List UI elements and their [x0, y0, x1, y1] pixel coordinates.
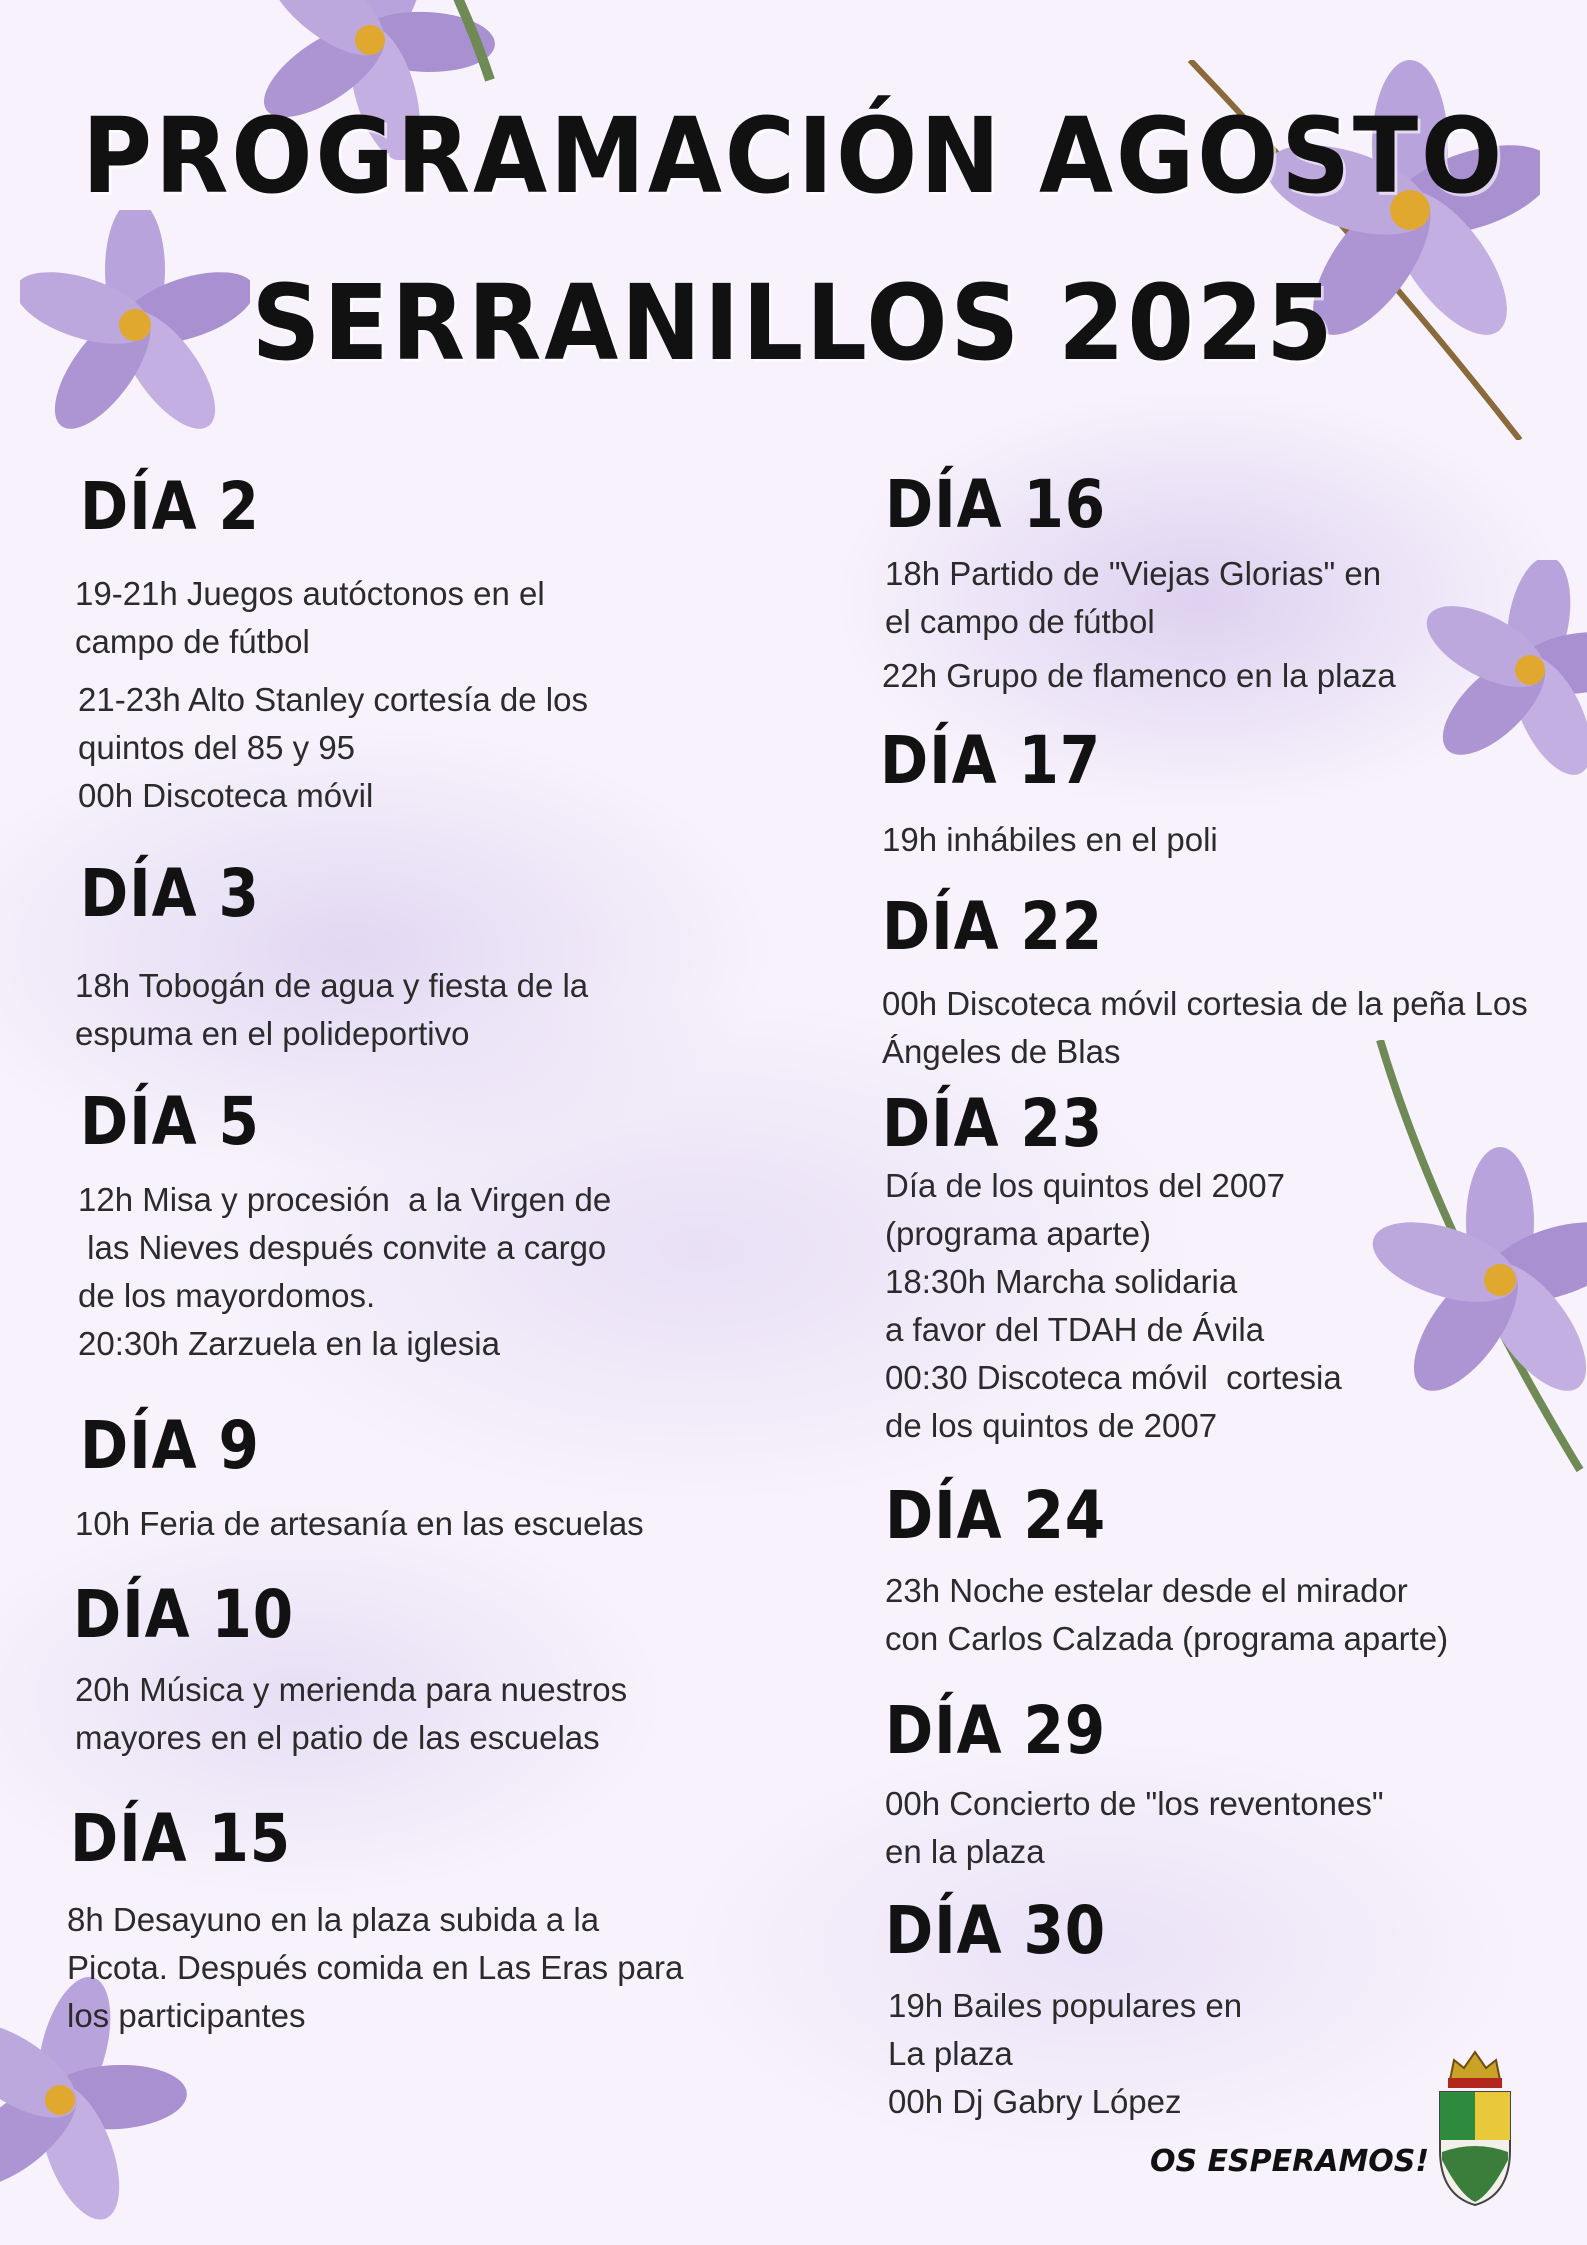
day-heading: DÍA 23: [882, 1085, 1104, 1162]
event-text: 21-23h Alto Stanley cortesía de los quintos del 85 y 95 00h Discoteca móvil: [78, 681, 588, 814]
event-text: 22h Grupo de flamenco en la plaza: [882, 657, 1396, 694]
event-text: 8h Desayuno en la plaza subida a la Picota. Después comida en Las Eras para los participantes: [67, 1901, 684, 2034]
day-heading: DÍA 5: [80, 1083, 260, 1160]
event-text: 19-21h Juegos autóctonos en el campo de fútbol: [75, 575, 545, 660]
event-text: 20h Música y merienda para nuestros mayores en el patio de las escuelas: [75, 1671, 628, 1756]
day-heading: DÍA 24: [885, 1477, 1107, 1554]
day-heading: DÍA 15: [70, 1800, 292, 1877]
day-heading: DÍA 22: [882, 888, 1104, 965]
day-heading: DÍA 10: [73, 1576, 295, 1653]
event-text: 00h Discoteca móvil cortesia de la peña Los Ángeles de Blas: [882, 985, 1528, 1070]
closing-message: OS ESPERAMOS!: [1150, 2144, 1430, 2179]
event-text: 18h Tobogán de agua y fiesta de la espuma en el polideportivo: [75, 967, 589, 1052]
event-text: 19h Bailes populares en La plaza 00h Dj Gabry López: [888, 1987, 1243, 2120]
event-text: Día de los quintos del 2007 (programa aparte) 18:30h Marcha solidaria a favor del TDAH de Ávila 00:30 Discoteca móvil cortesia de los quintos de 2007: [885, 1167, 1342, 1444]
event-text: 18h Partido de "Viejas Glorias" en el campo de fútbol: [885, 555, 1382, 640]
day-heading: DÍA 29: [885, 1692, 1107, 1769]
flower-decoration-icon: [1400, 560, 1587, 790]
event-text: 10h Feria de artesanía en las escuelas: [75, 1505, 644, 1542]
event-text: 23h Noche estelar desde el mirador con Carlos Calzada (programa aparte): [885, 1572, 1449, 1657]
event-text: 00h Concierto de "los reventones" en la plaza: [885, 1785, 1384, 1870]
event-text: 19h inhábiles en el poli: [882, 821, 1218, 858]
coat-of-arms-icon: [1430, 2040, 1520, 2210]
event-text: 12h Misa y procesión a la Virgen de las Nieves después convite a cargo de los mayordomos. 20:30h Zarzuela en la iglesia: [78, 1181, 612, 1362]
day-heading: DÍA 9: [80, 1407, 260, 1484]
flower-decoration-icon: [1320, 1040, 1587, 1480]
page-subtitle: SERRANILLOS 2025: [251, 262, 1336, 384]
day-heading: DÍA 3: [80, 855, 260, 932]
page-title: PROGRAMACIÓN AGOSTO: [81, 95, 1506, 217]
day-heading: DÍA 16: [885, 466, 1107, 543]
day-heading: DÍA 2: [80, 468, 260, 545]
day-heading: DÍA 17: [880, 722, 1102, 799]
day-heading: DÍA 30: [885, 1892, 1107, 1969]
